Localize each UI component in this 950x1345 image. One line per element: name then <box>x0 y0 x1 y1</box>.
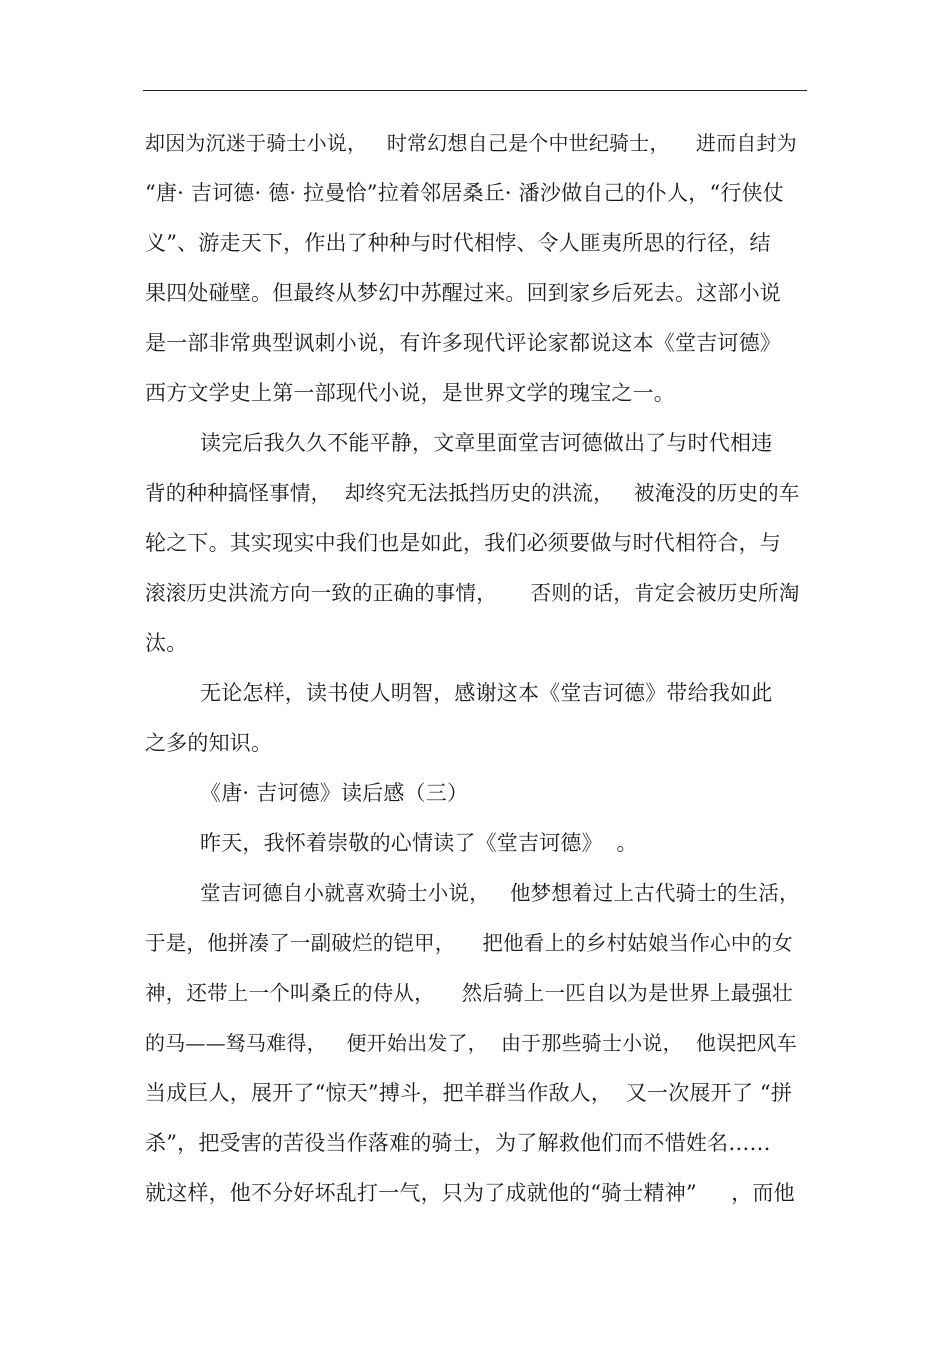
text-line: 当成巨人，展开了“惊天”搏斗，把羊群当作敌人， 又一次展开了 “拼 <box>145 1081 793 1105</box>
text-line: 于是，他拼凑了一副破烂的铠甲， 把他看上的乡村姑娘当作心中的女 <box>145 931 793 955</box>
paragraph-start-line: 无论怎样，读书使人明智，感谢这本《堂吉诃德》带给我如此 <box>200 681 773 705</box>
paragraph-start-line: 读完后我久久不能平静，文章里面堂吉诃德做出了与时代相违 <box>200 431 773 455</box>
text-line: 滚滚历史洪流方向一致的正确的事情， 否则的话，肯定会被历史所淘 <box>145 581 800 605</box>
text-line: 就这样，他不分好坏乱打一气，只为了成就他的“骑士精神” ，而他 <box>145 1181 795 1205</box>
text-line: 西方文学史上第一部现代小说，是世界文学的瑰宝之一。 <box>145 381 675 405</box>
text-line: 之多的知识。 <box>145 731 273 755</box>
text-line: 是一部非常典型讽刺小说，有许多现代评论家都说这本《堂吉诃德》 <box>145 331 781 355</box>
text-line: 却因为沉迷于骑士小说， 时常幻想自己是个中世纪骑士， 进而自封为 <box>145 131 797 155</box>
text-line: 义”、游走天下，作出了种种与时代相悖、令人匪夷所思的行径，结 <box>145 231 771 255</box>
text-line: 杀”，把受害的苦役当作落难的骑士，为了解救他们而不惜姓名…… <box>145 1131 771 1155</box>
text-line: 汰。 <box>145 631 188 655</box>
text-line: 的马——驽马难得， 便开始出发了， 由于那些骑士小说， 他误把风车 <box>145 1031 797 1055</box>
text-line: 轮之下。其实现实中我们也是如此，我们必须要做与时代相符合，与 <box>145 531 781 555</box>
paragraph-start-line: 堂吉诃德自小就喜欢骑士小说， 他梦想着过上古代骑士的生活， <box>200 881 800 905</box>
section-title: 《唐· 吉诃德》读后感（三） <box>200 781 469 805</box>
text-line: 神，还带上一个叫桑丘的侍从， 然后骑上一匹自以为是世界上最强壮 <box>145 981 793 1005</box>
paragraph-start-line: 昨天，我怀着崇敬的心情读了《堂吉诃德》 。 <box>200 831 638 855</box>
header-rule <box>143 90 807 91</box>
text-line: 果四处碰壁。但最终从梦幻中苏醒过来。回到家乡后死去。这部小说 <box>145 281 781 305</box>
text-line: “唐· 吉诃德· 德· 拉曼恰”拉着邻居桑丘· 潘沙做自己的仆人，“行侠仗 <box>145 181 785 205</box>
text-line: 背的种种搞怪事情， 却终究无法抵挡历史的洪流， 被淹没的历史的车 <box>145 481 800 505</box>
